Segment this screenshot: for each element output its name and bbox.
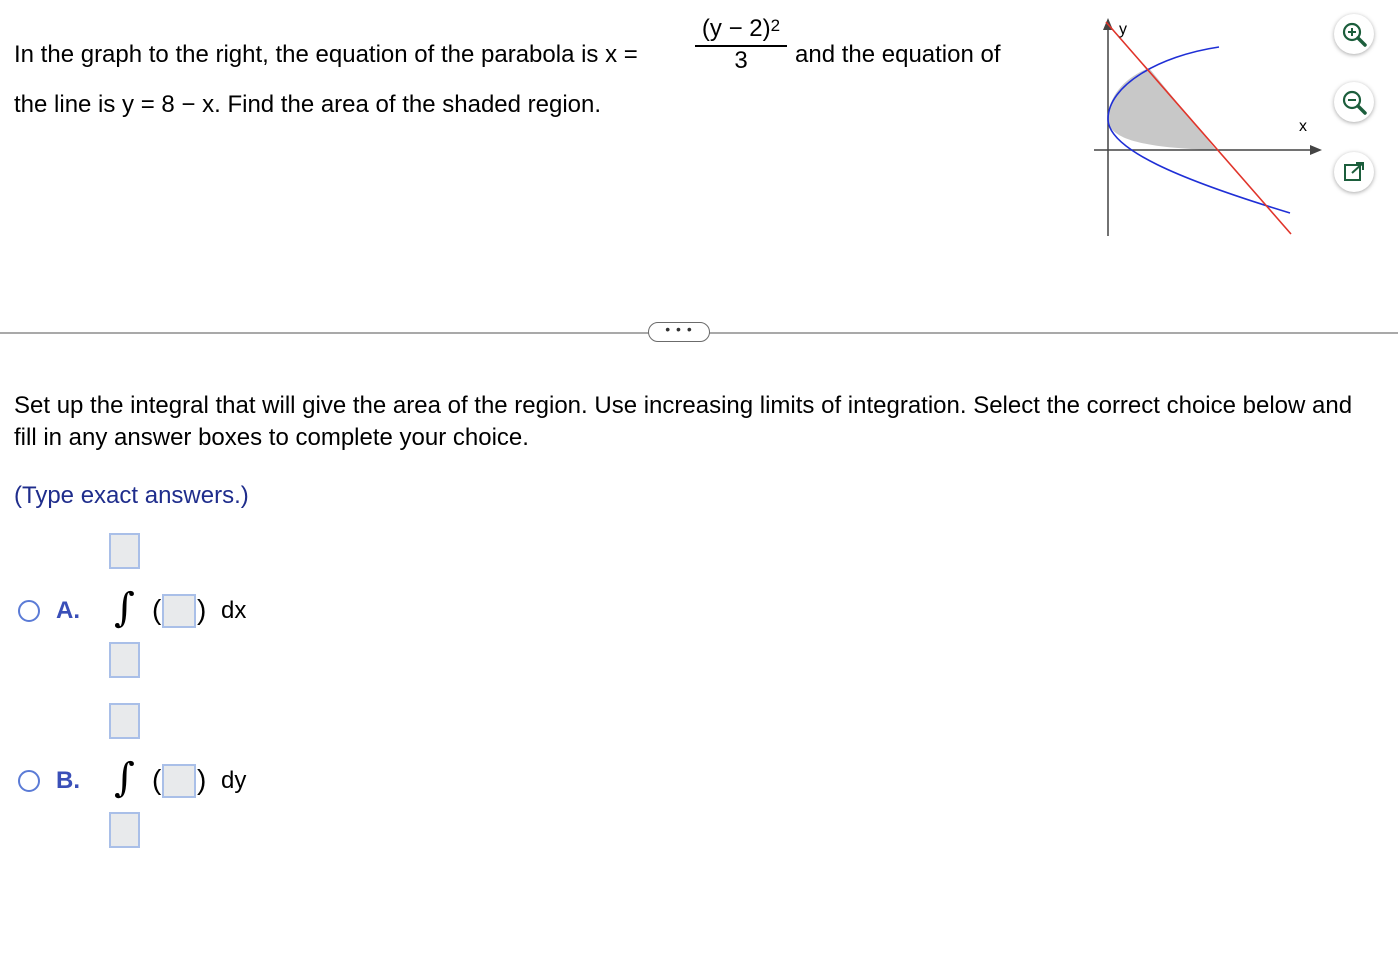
choice-b-upper-limit[interactable] bbox=[109, 703, 140, 739]
zoom-in-button[interactable] bbox=[1334, 14, 1374, 54]
problem-line-2: the line is y = 8 − x. Find the area of the shaded region. bbox=[14, 91, 602, 118]
fraction-numerator-text: (y − 2) bbox=[701, 15, 771, 42]
choice-a-lower-limit[interactable] bbox=[109, 642, 140, 678]
fraction-numerator bbox=[695, 14, 787, 44]
problem-line-1 bbox=[14, 41, 638, 69]
shaded-region bbox=[1108, 68, 1216, 150]
choice-a-differential: dx bbox=[221, 597, 247, 624]
choice-a-integrand[interactable] bbox=[162, 594, 196, 628]
region-graph bbox=[1088, 14, 1328, 240]
x-axis-label: x bbox=[1299, 118, 1307, 135]
choice-b-differential: dy bbox=[221, 767, 247, 794]
choice-a-label[interactable]: A. bbox=[56, 597, 80, 624]
choice-b-radio[interactable] bbox=[18, 770, 40, 792]
parabola-fraction bbox=[695, 14, 787, 75]
choice-a-radio[interactable] bbox=[18, 600, 40, 622]
choice-a-open-paren: ( bbox=[152, 594, 162, 625]
problem-line-1-before: In the graph to the right, the equation of the parabola is x = bbox=[14, 41, 638, 68]
choice-a-integral-sign: ∫ bbox=[114, 585, 135, 631]
expand-button[interactable]: • • • bbox=[648, 322, 710, 342]
choice-a-upper-limit[interactable] bbox=[109, 533, 140, 569]
zoom-in-icon bbox=[1340, 20, 1368, 48]
choice-b-open-paren: ( bbox=[152, 764, 162, 795]
choice-b-close-paren: ) bbox=[197, 764, 207, 795]
zoom-out-button[interactable] bbox=[1334, 82, 1374, 122]
x-axis-arrow bbox=[1310, 145, 1322, 155]
choice-b-integral-sign: ∫ bbox=[114, 755, 135, 801]
fraction-exponent: 2 bbox=[770, 16, 781, 35]
answer-hint: (Type exact answers.) bbox=[14, 482, 249, 509]
choice-b-integrand[interactable] bbox=[162, 764, 196, 798]
popout-icon bbox=[1342, 160, 1366, 184]
zoom-out-icon bbox=[1340, 88, 1368, 116]
popout-button[interactable] bbox=[1334, 152, 1374, 192]
problem-line-1-after: and the equation of bbox=[795, 41, 1001, 68]
fraction-denominator: 3 bbox=[734, 47, 748, 74]
y-axis-label: y bbox=[1119, 21, 1127, 38]
question-instructions: Set up the integral that will give the area of the region. Use increasing limits of integration. Select the correct choice below and fill in any answer boxes to complete your choice. bbox=[14, 392, 1353, 451]
choice-b-label[interactable]: B. bbox=[56, 767, 80, 794]
choice-b-lower-limit[interactable] bbox=[109, 812, 140, 848]
choice-a-close-paren: ) bbox=[197, 594, 207, 625]
